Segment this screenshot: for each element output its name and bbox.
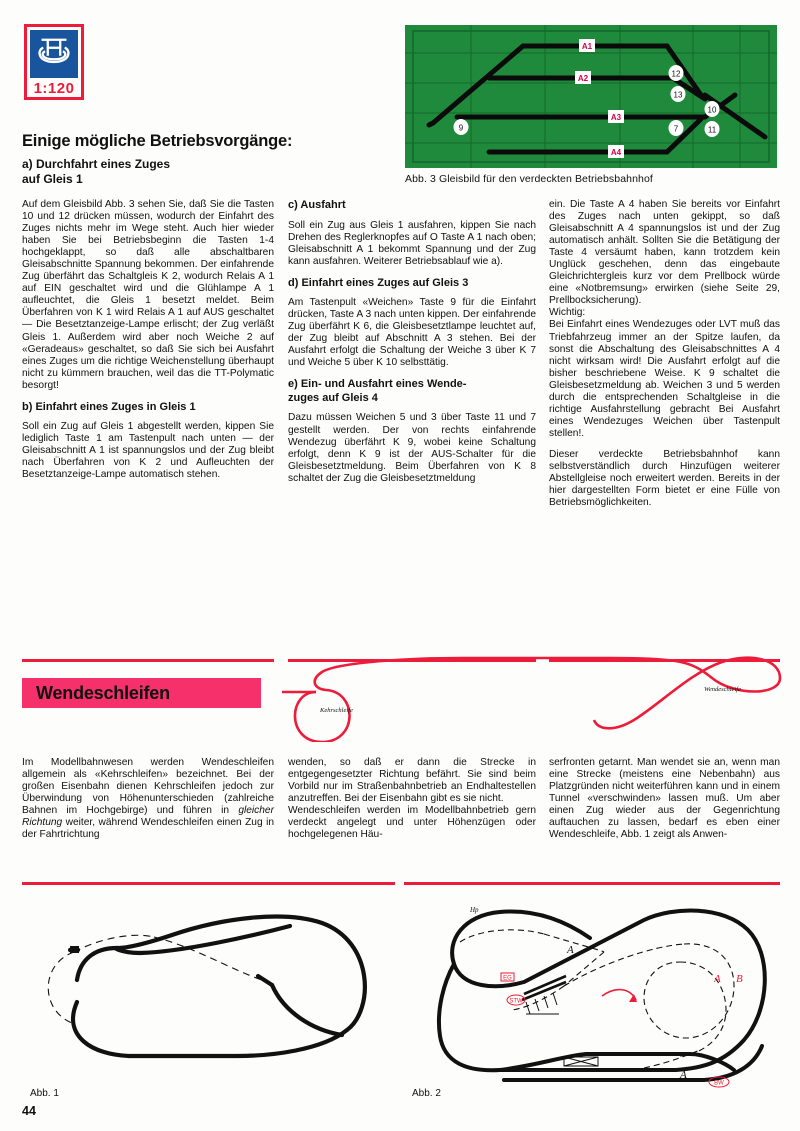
switch-number-10: [705, 101, 720, 117]
page-title: Einige mögliche Betriebsvorgänge:: [22, 132, 293, 150]
col3-paragraph-1: ein. Die Taste A 4 haben Sie bereits vor Einfahrt des Zuges nach unten gekippt, so daß Gleisabschnitt A 4 spannungslos ist und der Zug automatisch anhält. Sollten Sie die Betätigung der Taste 4 versäumt haben, kann trotzdem kein Unglück geschehen, denn das eingebaute Gleichrichtergleis kurz vor dem Prellbock würde eine «Notbremsung» erwirken (siehe Seite 29, Prellbocksicherung).: [549, 199, 780, 307]
text-column-1: [22, 199, 274, 490]
figure-2-label-a-1: A: [567, 944, 574, 956]
page-number: 44: [22, 1104, 36, 1118]
svg-text:A4: A4: [610, 148, 622, 157]
track-label-a1: [579, 39, 595, 52]
lower-text-column-3: [549, 757, 780, 850]
section-a-heading: [22, 157, 170, 186]
figure-3-caption: Abb. 3 Gleisbild für den verdeckten Betriebsbahnhof: [405, 173, 653, 185]
svg-text:13: 13: [673, 90, 683, 100]
svg-text:A2: A2: [577, 74, 589, 83]
col1-paragraph-2: Soll ein Zug auf Gleis 1 abgestellt werden, kippen Sie lediglich Taste 1 am Tastenpult nach unten — der Gleisabschnitt A 1 ist spannungslos und der Zug bleibt nach Überfahren von K 2 und Aufleuchten der Besetztanzeige-Lampe automatisch stehen.: [22, 421, 274, 481]
col2-paragraph-2: Am Tastenpult «Weichen» Taste 9 für die Einfahrt drücken, Taste A 3 nach unten kippen. Der einfahrende Zug überfährt K 6, die Gleisbesetztlampe leuchtet auf, der Zug bleibt auf Abschnitt A 3 stehen. Bei der Ausfahrt erfolgt die Schaltung der Weiche 3 über K 7 und Weiche 5 über K 10 selbsttätig.: [288, 297, 536, 369]
lower-text-column-1: [22, 757, 274, 850]
lcol2-paragraph-2: Wendeschleifen werden im Modellbahnbetrieb gern verdeckt angelegt und unter Höhenzügen oder hochgelegenen Häu-: [288, 805, 536, 841]
figure-2-layout-diagram: [404, 890, 780, 1090]
figure-2-label-hp: Hp: [470, 906, 479, 914]
figure-2-label-a-red: A: [714, 973, 721, 985]
divider-rule-bottom-right: [404, 882, 780, 885]
scale-label: 1:120: [33, 80, 75, 97]
figure-1-layout-diagram: [22, 890, 395, 1085]
lcol2-paragraph-1: wenden, so daß er dann die Strecke in entgegengesetzter Richtung befährt. Sie sind beim Vorbild nur im Straßenbahnbetrieb an Endhaltestellen anzutreffen. Bei der Eisenbahn gibt es sie nicht.: [288, 757, 536, 805]
col1-paragraph-1: Auf dem Gleisbild Abb. 3 sehen Sie, daß Sie die Tasten 10 und 12 drücken müssen, wodurch der Einfahrt des Zuges nichts mehr im Wege steht. Auch hier wieder haben Sie bei Betriebsbeginn die Tasten 1-4 hochgeklappt, so daß alle abschaltbaren Gleisabschnitte Spannung bekommen. Der einfahrende Zug überfährt das Schaltgleis K 2, wodurch Relais A 1 auf EIN geschaltet wird und die Glühlampe A 1 aufleuchtet, die Gleis 1 besetzt meldet. Beim Überfahren von K 1 wird Relais A 1 auf AUS geschaltet — Die Besetztanzeige-Lampe erlischt; der Zug verläßt Gleis 1. Außerdem wird aber noch Weiche 2 auf «Geradeaus» geschaltet, so daß Sie sich bei Ausfahrt eines Zuges um die richtige Weichenstellung überhaupt nicht zu kümmern brauchen, weil das die TT-Polymatic besorgt!: [22, 199, 274, 391]
col3-label-wichtig: Wichtig:: [549, 307, 586, 319]
track-plan-diagram: [405, 25, 777, 168]
divider-rule-bottom-left: [22, 882, 395, 885]
section-c-heading: c) Ausfahrt: [288, 199, 346, 211]
divider-rule-top-left: [22, 659, 274, 662]
loop-label-wendeschleife: Wendeschleife: [704, 686, 741, 693]
lcol1-part2: weiter, während Wendeschleifen einen Zug in der Fahrtrichtung: [22, 817, 274, 841]
tt-logo-icon: [30, 30, 78, 78]
loop-schematic-diagram: [282, 650, 782, 742]
figure-2-label-b-red: B: [736, 973, 743, 985]
svg-text:A1: A1: [581, 42, 593, 51]
figure-2-marker-3: BW: [714, 1080, 724, 1087]
track-label-a2: [575, 71, 591, 84]
figure-2-label-a-4: A: [680, 1069, 687, 1081]
svg-text:7: 7: [673, 124, 679, 134]
tt-monogram-icon: [30, 30, 78, 73]
lower-text-column-2: [288, 757, 536, 850]
switch-number-13: [671, 86, 686, 102]
lcol1-paragraph: [22, 757, 274, 841]
svg-text:A3: A3: [610, 113, 622, 122]
figure-3: [405, 25, 777, 185]
figure-2-marker-2: STW: [509, 998, 523, 1005]
wendeschleifen-banner-label: Wendeschleifen: [36, 683, 170, 703]
section-a-heading-line1: a) Durchfahrt eines Zuges: [22, 157, 171, 171]
col2-paragraph-1: Soll ein Zug aus Gleis 1 ausfahren, kippen Sie nach Drehen des Reglerknopfes auf O Taste A 1 nach oben; Gleisabschnitt A 1 bekommt Spannung und der Zug kann ausfahren. Weiterer Betriebsablauf wie a).: [288, 219, 536, 267]
switch-number-12: [669, 65, 684, 81]
col3-paragraph-3: Bei Einfahrt eines Wendezuges oder LVT muß das Triebfahrzeug immer an der Spitze laufen, da sonst die Abschaltung des Gleisabschnittes A 4 nicht wirksam wird! Die Ausfahrt erfolgt auf die bisher beschriebene Weise. K 9 schaltet die Gleisbesetzmeldung ab. Weichen 3 und 5 werden durch die entsprechenden Schaltgleise in die richtige Ausfahrstellung gebracht Bei Ausfahrt eines Wendezuges Weichen über Tastenpult stellen!.: [549, 319, 780, 439]
svg-text:12: 12: [671, 69, 681, 79]
switch-number-11: [705, 121, 720, 137]
section-d-heading: d) Einfahrt eines Zuges auf Gleis 3: [288, 276, 469, 289]
lcol3-paragraph-1: serfronten getarnt. Man wendet sie an, wenn man eine Strecke (meistens eine Nebenbahn) aus Platzgründen nicht weiterführen kann und in einem Tunnel «verschwinden» lassen muß. Um aber einen Zug wieder aus der Gegenrichtung auftauchen zu lassen, bedarf es eben einer Wendeschleife, Abb. 1 zeigt als Anwen-: [549, 757, 780, 841]
section-b-heading: b) Einfahrt eines Zuges in Gleis 1: [22, 400, 196, 413]
brand-logo: [24, 24, 84, 100]
switch-number-9: [454, 119, 469, 135]
track-label-a3: [608, 110, 624, 123]
section-a-heading-line2: auf Gleis 1: [22, 171, 83, 186]
switch-number-7: [669, 120, 684, 136]
svg-text:9: 9: [458, 123, 464, 133]
col3-paragraph-4: Dieser verdeckte Betriebsbahnhof kann selbstverständlich durch Hinzufügen weiterer Abstellgleise noch erweitert werden. Bereits in der hier dargestellten Form bietet er eine Fülle von Betriebsmöglichkeiten.: [549, 448, 780, 509]
figure-1-caption: Abb. 1: [30, 1088, 59, 1099]
text-column-2: [288, 199, 536, 494]
logo-frame: [24, 24, 84, 100]
figure-2-marker-1: EG: [503, 975, 512, 982]
track-label-a4: [608, 145, 624, 158]
loop-label-kehrschleife: Kehrschleife: [320, 707, 353, 714]
svg-text:11: 11: [707, 125, 717, 135]
section-e-heading: [288, 378, 536, 405]
figure-2-caption: Abb. 2: [412, 1088, 441, 1099]
text-column-3: [549, 199, 780, 518]
svg-text:10: 10: [707, 105, 717, 115]
section-e-heading-line1: e) Ein- und Ausfahrt eines Wende-: [288, 378, 467, 391]
lcol1-italic: gleicher Richtung: [22, 805, 274, 829]
section-e-heading-line2: zuges auf Gleis 4: [288, 391, 378, 404]
lcol1-part1: Im Modellbahnwesen werden Wendeschleifen allgemein als «Kehrschleifen» bezeichnet. Bei der großen Eisenbahn dienen Kehrschleifen jedoch zur Überwindung von Höhenunterschieden (zahlreiche Bahnen im Hochgebirge) und führen in: [22, 757, 274, 817]
col2-paragraph-3: Dazu müssen Weichen 5 und 3 über Taste 11 und 7 gestellt werden. Der von rechts einfahrende Wendezug überfährt K 9, wobei keine Schaltung erfolgt, denn K 9 ist der AUS-Schalter für die Gleisbesetztmeldung. Beim Überfahren von K 8 schaltet der Zug die Gleisbesetztmeldung: [288, 412, 536, 484]
